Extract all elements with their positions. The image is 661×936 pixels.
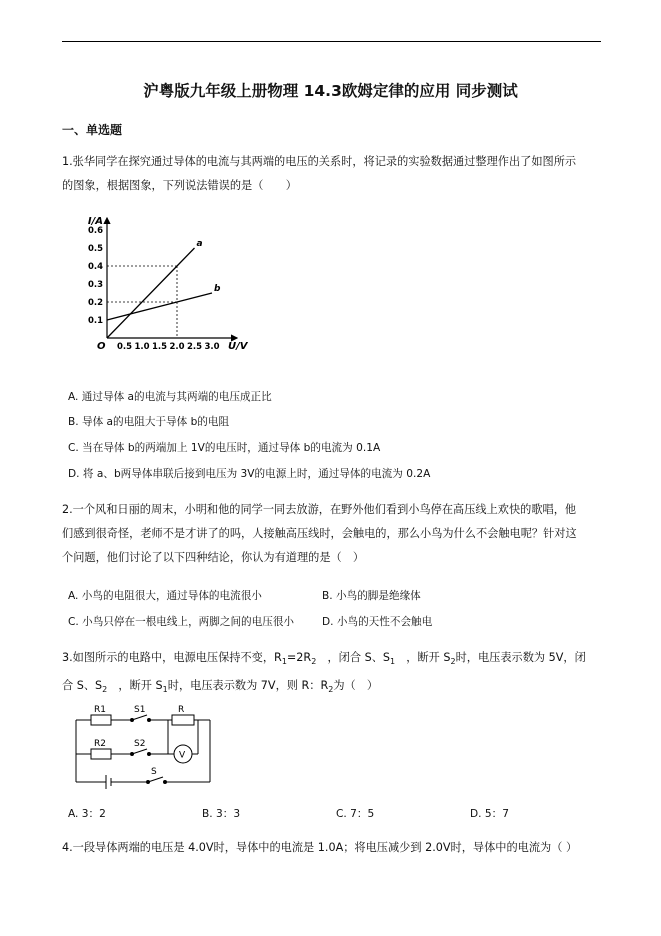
q1-option-c[interactable]: C. 当在导体 b的两端加上 1V的电压时，通过导体 b的电流为 0.1A	[68, 442, 381, 454]
q2-option-a[interactable]: A. 小鸟的电阻很大，通过导体的电流很小	[68, 590, 262, 602]
x-tick-label: 1.0	[134, 342, 150, 352]
q3-option-a[interactable]: A. 3：2	[68, 808, 106, 820]
question-2	[62, 498, 602, 570]
label-s2: S2	[134, 739, 146, 749]
x-tick-label: 1.5	[151, 342, 168, 352]
question-1-line2: 的图象，根据图象，下列说法错误的是（ ）	[62, 179, 297, 192]
header-rule	[62, 41, 601, 42]
resistor-r	[172, 715, 194, 725]
question-1-line1: 1.张华同学在探究通过导体的电流与其两端的电压的关系时，将记录的实验数据通过整理作出了如图所示	[62, 155, 577, 168]
series-label-a: a	[196, 239, 203, 249]
question-3	[62, 646, 602, 702]
q2-option-d[interactable]: D. 小鸟的天性不会触电	[322, 616, 433, 628]
question-4	[62, 836, 602, 860]
label-r1: R1	[94, 705, 106, 715]
y-tick-label: 0.2	[87, 298, 103, 308]
circuit-diagram	[68, 702, 218, 792]
q3-option-b[interactable]: B. 3：3	[202, 808, 241, 820]
q1-option-d[interactable]: D. 将 a、b两导体串联后接到电压为 3V的电源上时，通过导体的电流为 0.2A	[68, 468, 431, 480]
x-tick-label: 3.0	[204, 342, 220, 352]
y-axis-label: I/A	[87, 216, 103, 227]
question-2-line2: 们感到很奇怪，老师不是才讲了的吗，人接触高压线时，会触电的，那么小鸟为什么不会触电呢？针对这	[62, 527, 577, 540]
page-title: 沪粤版九年级上册物理 14.3欧姆定律的应用 同步测试	[143, 82, 518, 100]
question-4-line1: 4.一段导体两端的电压是 4.0V时，导体中的电流是 1.0A；将电压减少到 2.0V时，导体中的电流为（ ）	[62, 841, 578, 854]
y-tick-label: 0.4	[87, 262, 103, 272]
question-2-line1: 2.一个风和日丽的周末，小明和他的同学一同去放游，在野外他们看到小鸟停在高压线上欢快的歌唱，他	[62, 503, 577, 516]
label-v: V	[179, 750, 186, 761]
x-tick-label: 2.0	[169, 342, 185, 352]
origin-label: O	[97, 341, 106, 352]
question-3-line1: 3.如图所示的电路中，电源电压保持不变，$R_1=2R_2$ ，闭合 S、$S_1$ ，断开 $S_2$时，电压表示数为 5V，闭	[62, 651, 586, 667]
resistor-r1	[91, 715, 111, 725]
q1-option-b[interactable]: B. 导体 a的电阻大于导体 b的电阻	[68, 416, 230, 428]
label-r2: R2	[94, 739, 106, 749]
q1-option-a[interactable]: A. 通过导体 a的电流与其两端的电压成正比	[68, 391, 272, 403]
series-line-b	[107, 293, 212, 320]
q3-option-c[interactable]: C. 7：5	[336, 808, 375, 820]
section-heading: 一、单选题	[62, 123, 123, 137]
x-tick-label: 0.5	[116, 342, 133, 352]
question-2-line3: 个问题，他们讨论了以下四种结论，你认为有道理的是（ ）	[62, 551, 365, 564]
y-tick-label: 0.6	[87, 226, 103, 236]
label-s1: S1	[134, 705, 146, 715]
y-tick-label: 0.5	[87, 244, 103, 254]
iu-graph	[85, 212, 255, 360]
q3-option-d[interactable]: D. 5：7	[470, 808, 509, 820]
label-r: R	[178, 705, 185, 715]
y-tick-label: 0.1	[87, 316, 103, 326]
q2-option-c[interactable]: C. 小鸟只停在一根电线上，两脚之间的电压很小	[68, 616, 295, 628]
x-axis-label: U/V	[228, 341, 248, 352]
resistor-r2	[91, 749, 111, 759]
series-line-a	[107, 248, 195, 338]
series-label-b: b	[214, 284, 221, 294]
x-tick-label: 2.5	[186, 342, 203, 352]
label-s: S	[151, 767, 157, 777]
question-3-line2: 合 S、$S_2$ ，断开 $S_1$时，电压表示数为 7V，则 R：$R_2$为（ ）	[62, 679, 379, 695]
q2-option-b[interactable]: B. 小鸟的脚是绝缘体	[322, 590, 421, 602]
y-tick-label: 0.3	[87, 280, 103, 290]
question-1	[62, 150, 602, 198]
